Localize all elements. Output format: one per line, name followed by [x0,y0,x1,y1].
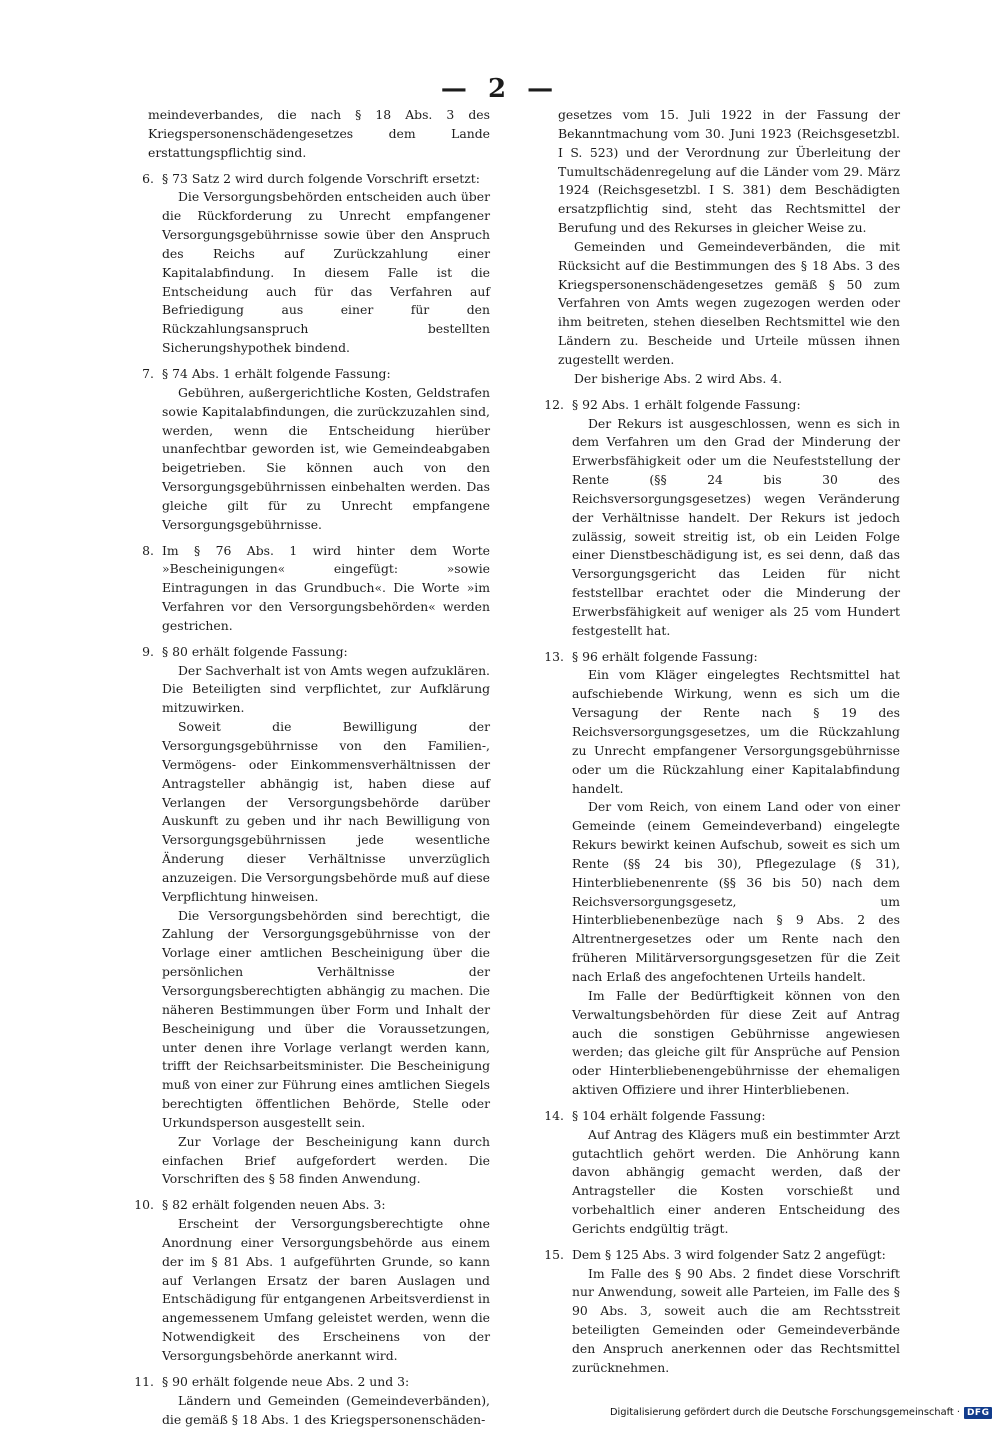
item-text: Auf Antrag des Klägers muß ein bestimmter Arzt gutachtlich gehört werden. Die Anhörung kann davon abhängig gemacht werden, daß der Antragsteller die Kosten vorschießt und vorbehaltlich einer anderen Entscheidung des Gerichts endgültig trägt. [572,1126,900,1236]
list-item-9 [118,643,490,1189]
item-number: 10. [134,1197,154,1213]
list-item-6 [118,170,490,358]
item-number: 15. [544,1246,564,1262]
digitization-footer [610,1407,992,1419]
list-item-12 [528,396,900,641]
page-number: — 2 — [440,74,560,104]
item-number: 12. [544,396,564,412]
item-paragraph: Soweit die Bewilligung der Versorgungsgebührnisse von den Familien-, Vermögens- oder Einkommensverhältnissen der Antragsteller abhängig ist, haben diese auf Verlangen der Versorgungsbehörde darüber Auskunft zu geben und ihr nach Bewilligung von Versorgungsgebührnissen jede wesentliche Änderung dieser Verhältnisse unverzüglich anzuzeigen. Die Versorgungsbehörde muß auf diese Verpflichtung hinweisen. [162,719,490,904]
item-paragraph: Der Sachverhalt ist von Amts wegen aufzuklären. Die Beteiligten sind verpflichtet, zur Aufklärung mitzuwirken. [162,662,490,716]
item-paragraph: Die Versorgungsbehörden sind berechtigt, die Zahlung der Versorgungsgebührnisse von der Vorlage einer amtlichen Bescheinigung über die persönlichen Verhältnisse der Versorgungsberechtigten abhängig zu machen. Die näheren Bestimmungen über Form und Inhalt der Bescheinigung und über die Voraussetzungen, unter denen ihre Vorlage verlangt werden kann, trifft der Reichsarbeitsminister. Die Bescheinigung muß von einer zur Führung eines amtlichen Siegels berechtigten öffentlichen Behörde, Stelle oder Urkundsperson ausgestellt sein. [162,907,490,1130]
item-heading: § 73 Satz 2 wird durch folgende Vorschrift ersetzt: [162,170,480,186]
item-number: 13. [544,648,564,664]
list-item-10 [118,1196,490,1366]
item-text: Im § 76 Abs. 1 wird hinter dem Worte »Bescheinigungen« eingefügt: »sowie Eintragungen in das Grundbuch«. Die Worte »im Verfahren vor den Versorgungsbehörden« werden gestrichen. [162,542,490,633]
item-number: 14. [544,1107,564,1123]
item-heading: Dem § 125 Abs. 3 wird folgender Satz 2 angefügt: [572,1246,886,1262]
item-number: 8. [142,542,154,558]
item-paragraph: Ein vom Kläger eingelegtes Rechtsmittel hat aufschiebende Wirkung, wenn es sich um die Versagung der Rente nach § 19 des Reichsversorgungsgesetzes, um die Rückzahlung zu Unrecht empfangener Versorgungsgebührnisse oder um die Rückzahlung einer Kapitalabfindung handelt. [572,667,900,796]
item-text: Gebühren, außergerichtliche Kosten, Geldstrafen sowie Kapitalabfindungen, die zurückzuzahlen sind, werden, wenn die Entscheidung hierüber unanfechtbar geworden ist, wie Gemeindeabgaben beigetrieben. Sie können auch von den Versorgungsgebührnissen einbehalten werden. Das gleiche gilt für zu Unrecht empfangene Versorgungsgebührnisse. [162,384,490,532]
continued-text: meindeverbandes, die nach § 18 Abs. 3 des Kriegspersonenschädengesetzes dem Lande erstattungspflichtig sind. [148,107,490,160]
item-paragraph: Im Falle der Bedürftigkeit können von den Verwaltungsbehörden für diese Zeit auf Antrag auch die sonstigen Gebührnisse angewiesen werden; das gleiche gilt für Ansprüche auf Pension oder Hinterbliebenengebührnisse der ehemaligen aktiven Offiziere und ihrer Hinterbliebenen. [572,987,900,1098]
item-paragraph: Zur Vorlage der Bescheinigung kann durch einfachen Brief aufgefordert werden. Die Vorschriften des § 58 finden Anwendung. [162,1133,490,1187]
item-heading: § 82 erhält folgenden neuen Abs. 3: [162,1197,386,1213]
item-number: 6. [142,170,154,186]
dfg-logo: DFG [964,1407,993,1419]
left-column [118,106,490,1429]
item-heading: § 104 erhält folgende Fassung: [572,1107,766,1123]
item-text: Erscheint der Versorgungsberechtigte ohne Anordnung einer Versorgungsbehörde aus einem der im § 81 Abs. 1 aufgeführten Grunde, so kann auf Verlangen Ersatz der baren Auslagen und Entschädigung für entgangenen Arbeitsverdienst in angemessenem Umfang geleistet werden, wenn die Notwendigkeit des Erscheinens von der Versorgungsbehörde anerkannt wird. [162,1216,490,1363]
list-item-7 [118,365,490,535]
list-item-11 [118,1373,490,1430]
item-text: Die Versorgungsbehörden entscheiden auch über die Rückforderung zu Unrecht empfangener Versorgungsgebührnisse sowie über den Anspruch des Reichs auf Zurückzahlung einer Kapitalabfindung. In diesem Falle ist die Entscheidung auch für das Verfahren auf Befriedigung aus einer für den Rückzahlungsanspruch bestellten Sicherungshypothek bindend. [162,189,490,356]
continued-paragraph: Gemeinden und Gemeindeverbänden, die mit Rücksicht auf die Bestimmungen des § 18 Abs. 3 des Kriegspersonenschädengesetzes gemäß § 50 zum Verfahren von Amts wegen zugezogen werden oder ihm beitreten, stehen dieselben Rechtsmittel wie den Ländern zu. Bescheide und Urteile müssen ihnen zugestellt werden. [558,238,900,367]
continued-text: gesetzes vom 15. Juli 1922 in der Fassung der Bekanntmachung vom 30. Juni 1923 (Reichsgesetzbl. I S. 523) und der Verordnung zur Überleitung der Tumultschädenregelung auf die Länder vom 29. März 1924 (Reichsgesetzbl. I S. 381) dem Beschädigten ersatzpflichtig sind, steht das Rechtsmittel der Berufung und des Rekurses in gleicher Weise zu. [558,107,900,236]
item-paragraph: Der vom Reich, von einem Land oder von einer Gemeinde (einem Gemeindeverband) eingelegte Rekurs bewirkt keinen Aufschub, soweit es sich um Rente (§§ 24 bis 30), Pflegezulage (§ 31), Hinterbliebenenrente (§§ 36 bis 50) nach dem Reichsversorgungsgesetz, um Hinterbliebenenbezüge nach § 9 Abs. 2 des Altrentnergesetzes oder um Rente nach den früheren Militärversorgungsgesetzen für die Zeit nach Erlaß des angefochtenen Urteils handelt. [572,799,900,984]
footer-text: Digitalisierung gefördert durch die Deutsche Forschungsgemeinschaft · [610,1407,960,1418]
item-heading: § 74 Abs. 1 erhält folgende Fassung: [162,365,391,381]
item-heading: § 80 erhält folgende Fassung: [162,643,348,659]
item-number: 7. [142,365,154,381]
item-number: 9. [142,643,154,659]
continued-paragraph: Der bisherige Abs. 2 wird Abs. 4. [574,370,783,386]
list-item-15 [528,1246,900,1378]
item-heading: § 92 Abs. 1 erhält folgende Fassung: [572,396,801,412]
item-text: Im Falle des § 90 Abs. 2 findet diese Vorschrift nur Anwendung, soweit alle Parteien, im Falle des § 90 Abs. 3, soweit auch die am Rechtsstreit beteiligten Gemeinden oder Gemeindeverbände den Anspruch anerkennen oder das Rechtsmittel zurücknehmen. [572,1265,900,1375]
item-text: Ländern und Gemeinden (Gemeindeverbänden), die gemäß § 18 Abs. 1 des Kriegspersonenschäden- [162,1392,490,1427]
right-column [528,106,900,1378]
item-number: 11. [134,1373,154,1389]
item-text: Der Rekurs ist ausgeschlossen, wenn es sich in dem Verfahren um den Grad der Minderung der Erwerbsfähigkeit oder um die Neufeststellung der Rente (§§ 24 bis 30 des Reichsversorgungsgesetzes) wegen Veränderung der Verhältnisse handelt. Der Rekurs ist jedoch zulässig, soweit streitig ist, ob ein Leiden Folge einer Dienstbeschädigung ist, es sei denn, daß das Versorgungsgericht das Leiden für nicht feststellbar erachtet oder die Minderung der Erwerbsfähigkeit auf weniger als 25 vom Hundert festgestellt hat. [572,415,900,638]
list-item-8 [118,542,490,636]
list-item-14 [528,1107,900,1239]
item-heading: § 90 erhält folgende neue Abs. 2 und 3: [162,1373,410,1389]
list-item-13 [528,648,900,1100]
item-heading: § 96 erhält folgende Fassung: [572,648,758,664]
